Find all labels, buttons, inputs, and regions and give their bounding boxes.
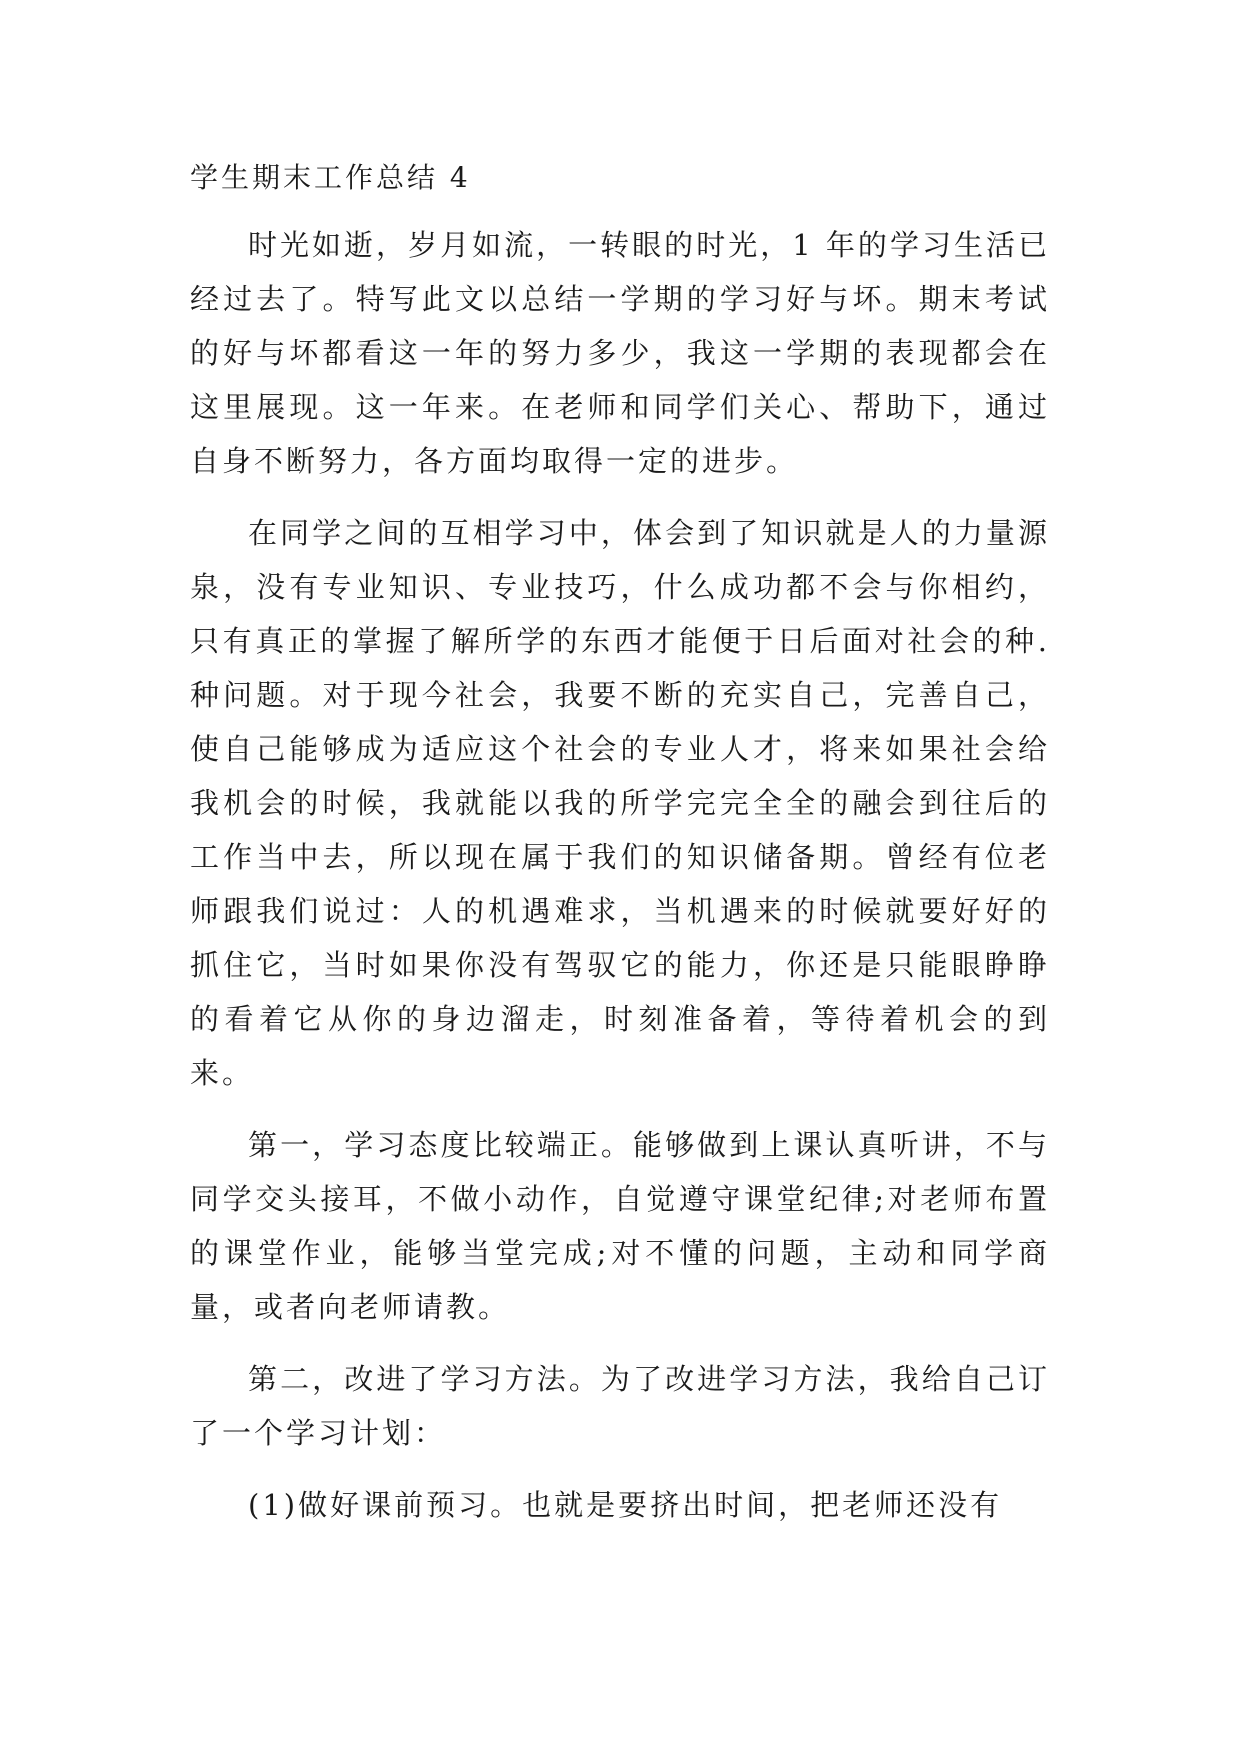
paragraph-intro: 时光如逝，岁月如流，一转眼的时光，1 年的学习生活已经过去了。特写此文以总结一学期的学习好与坏。期末考试的好与坏都看这一年的努力多少，我这一学期的表现都会在这里展现。这一年来。在老师和同学们关心、帮助下，通过自身不断努力，各方面均取得一定的进步。 [190, 228, 1050, 478]
paragraph-method: 第二，改进了学习方法。为了改进学习方法，我给自己订了一个学习计划： [190, 1362, 1050, 1450]
paragraph-attitude: 第一，学习态度比较端正。能够做到上课认真听讲，不与同学交头接耳，不做小动作，自觉遵守课堂纪律;对老师布置的课堂作业，能够当堂完成;对不懂的问题，主动和同学商量，或者向老师请教。 [190, 1128, 1050, 1324]
document-page [190, 160, 1050, 1550]
paragraph-preview: (1)做好课前预习。也就是要挤出时间，把老师还没有 [248, 1488, 1003, 1522]
paragraph-learning: 在同学之间的互相学习中，体会到了知识就是人的力量源泉，没有专业知识、专业技巧，什么成功都不会与你相约，只有真正的掌握了解所学的东西才能便于日后面对社会的种.种问题。对于现今社会，我要不断的充实自己，完善自己，使自己能够成为适应这个社会的专业人才，将来如果社会给我机会的时候，我就能以我的所学完完全全的融会到往后的工作当中去，所以现在属于我们的知识储备期。曾经有位老师跟我们说过：人的机遇难求，当机遇来的时候就要好好的抓住它，当时如果你没有驾驭它的能力，你还是只能眼睁睁的看着它从你的身边溜走，时刻准备着，等待着机会的到来。 [190, 516, 1050, 1090]
document-title: 学生期末工作总结 4 [190, 161, 471, 194]
